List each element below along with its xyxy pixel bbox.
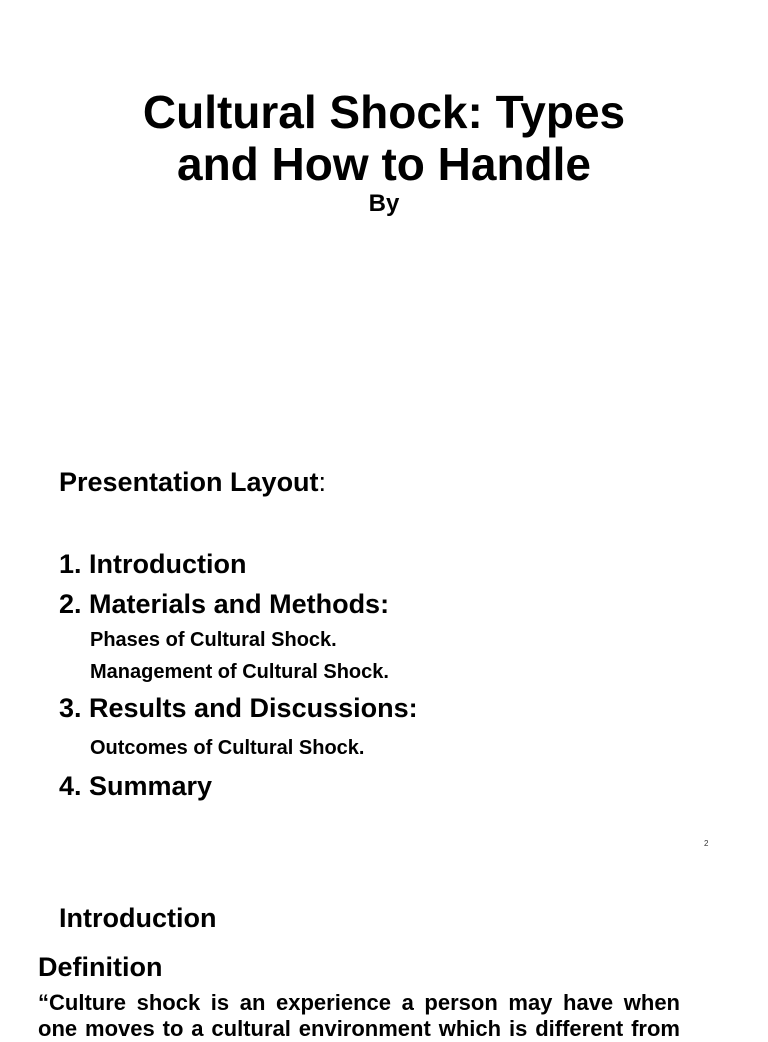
title-line-2: and How to Handle [177,138,591,190]
title-slide [0,0,768,440]
outline-subitem-phases: Phases of Cultural Shock. [90,629,337,651]
layout-heading-text: Presentation Layout [59,467,319,497]
definition-heading: Definition [38,952,163,982]
outline-subitem-management: Management of Cultural Shock. [90,661,389,683]
outline-item-results-discussions: 3. Results and Discussions: [59,693,418,723]
layout-heading-colon: : [318,467,327,497]
page-title [0,86,768,190]
title-line-1: Cultural Shock: Types [142,86,626,138]
definition-text: “Culture shock is an experience a person may have when one moves to a cultural environment which is different from [38,990,680,1041]
outline-subitem-outcomes: Outcomes of Cultural Shock. [90,737,365,759]
page-number: 2 [704,839,709,848]
outline-item-materials-methods: 2. Materials and Methods: [59,589,390,619]
outline-item-summary: 4. Summary [59,771,213,801]
intro-heading: Introduction [59,903,217,933]
outline-item-introduction: 1. Introduction [59,549,247,579]
byline: By [368,190,400,217]
layout-slide [0,440,768,860]
intro-slide [0,860,768,1041]
layout-heading [59,466,326,498]
